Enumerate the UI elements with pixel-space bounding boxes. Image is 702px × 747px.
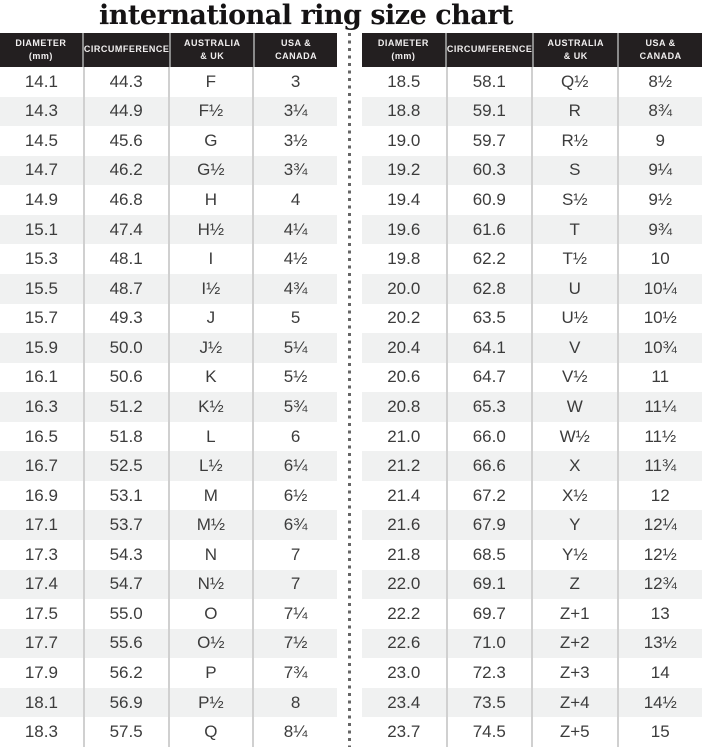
table-cell: R½ xyxy=(533,126,619,156)
table-cell: 68.5 xyxy=(448,540,534,570)
table-cell: 14.7 xyxy=(0,156,85,186)
table-cell: 23.7 xyxy=(362,717,448,747)
table-cell: 71.0 xyxy=(448,629,534,659)
table-cell: Z+4 xyxy=(533,688,619,718)
table-cell: 7½ xyxy=(283,633,308,653)
table-cell: 67.2 xyxy=(448,481,534,511)
table-cell: Q½ xyxy=(533,67,619,97)
table-row xyxy=(0,304,337,334)
table-cell: 14.5 xyxy=(0,126,85,156)
table-cell: 21.8 xyxy=(362,540,448,570)
table-row xyxy=(362,422,702,452)
table-cell: 15 xyxy=(650,722,670,742)
table-cell: 9¾ xyxy=(648,219,673,239)
table-header-row xyxy=(0,33,337,67)
table-cell: 6½ xyxy=(283,485,308,505)
table-cell: 53.1 xyxy=(85,481,170,511)
table-cell: 62.2 xyxy=(448,244,534,274)
table-cell: W xyxy=(533,392,619,422)
table-cell: 19.8 xyxy=(362,244,448,274)
table-cell: J½ xyxy=(170,333,255,363)
table-cell: 16.9 xyxy=(0,481,85,511)
table-cell: 5¾ xyxy=(283,396,308,416)
table-cell: Z+3 xyxy=(533,658,619,688)
table-cell: 5 xyxy=(290,308,301,328)
table-cell: V½ xyxy=(533,363,619,393)
table-cell: 12¼ xyxy=(643,515,677,535)
table-cell: X xyxy=(533,451,619,481)
table-cell: F½ xyxy=(170,97,255,127)
table-row xyxy=(362,67,702,97)
table-row xyxy=(362,510,702,540)
table-cell: Z+5 xyxy=(533,717,619,747)
table-cell: 15.1 xyxy=(0,215,85,245)
table-cell: S½ xyxy=(533,185,619,215)
table-cell: 22.2 xyxy=(362,599,448,629)
table-row xyxy=(362,392,702,422)
table-cell: R xyxy=(533,97,619,127)
table-row xyxy=(0,363,337,393)
table-row xyxy=(0,451,337,481)
table-cell: 16.7 xyxy=(0,451,85,481)
table-cell: 4¼ xyxy=(283,219,308,239)
table-row xyxy=(0,274,337,304)
table-cell: 9 xyxy=(655,130,665,150)
table-cell: L xyxy=(170,422,255,452)
table-cell: 5½ xyxy=(283,367,308,387)
table-cell: 12½ xyxy=(643,544,677,564)
table-cell: N xyxy=(170,540,255,570)
table-cell: I½ xyxy=(170,274,255,304)
column-header: DIAMETER (mm) xyxy=(0,33,84,67)
table-cell: 9¼ xyxy=(648,160,673,180)
table-row xyxy=(0,215,337,245)
table-cell: 3 xyxy=(290,71,301,91)
table-row xyxy=(362,274,702,304)
divider-gap xyxy=(337,33,362,747)
table-row xyxy=(0,67,337,97)
table-cell: 20.6 xyxy=(362,363,448,393)
table-cell: 50.0 xyxy=(85,333,170,363)
table-cell: 12 xyxy=(650,485,670,505)
table-cell: 13½ xyxy=(643,633,677,653)
table-cell: 62.8 xyxy=(448,274,534,304)
table-cell: G xyxy=(170,126,255,156)
table-cell: 67.9 xyxy=(448,510,534,540)
table-cell: 69.7 xyxy=(448,599,534,629)
table-row xyxy=(362,599,702,629)
table-cell: 18.1 xyxy=(0,688,85,718)
table-cell: 21.2 xyxy=(362,451,448,481)
table-cell: 45.6 xyxy=(85,126,170,156)
table-row xyxy=(0,688,337,718)
table-cell: W½ xyxy=(533,422,619,452)
table-cell: 52.5 xyxy=(85,451,170,481)
table-cell: 14 xyxy=(650,663,670,683)
table-cell: J xyxy=(170,304,255,334)
table-cell: 18.8 xyxy=(362,97,448,127)
table-cell: 16.3 xyxy=(0,392,85,422)
table-cell: 3¼ xyxy=(283,101,308,121)
column-header: USA & CANADA xyxy=(275,37,318,61)
table-cell: O½ xyxy=(170,629,255,659)
table-cell: 6 xyxy=(290,426,301,446)
table-cell: 56.2 xyxy=(85,658,170,688)
ring-size-table-left xyxy=(0,33,337,747)
table-cell: 61.6 xyxy=(448,215,534,245)
table-row xyxy=(0,126,337,156)
table-cell: 16.1 xyxy=(0,363,85,393)
table-row xyxy=(0,599,337,629)
table-cell: 60.9 xyxy=(448,185,534,215)
table-cell: K xyxy=(170,363,255,393)
table-cell: 15.5 xyxy=(0,274,85,304)
table-cell: 44.3 xyxy=(85,67,170,97)
table-row xyxy=(0,510,337,540)
table-cell: 15.7 xyxy=(0,304,85,334)
table-cell: Z xyxy=(533,570,619,600)
table-row xyxy=(0,392,337,422)
table-cell: 16.5 xyxy=(0,422,85,452)
table-cell: 54.7 xyxy=(85,570,170,600)
table-cell: 47.4 xyxy=(85,215,170,245)
column-header: CIRCUMFERENCE xyxy=(84,33,172,67)
table-cell: V xyxy=(533,333,619,363)
table-cell: 57.5 xyxy=(85,717,170,747)
table-row xyxy=(0,244,337,274)
table-cell: Z+2 xyxy=(533,629,619,659)
table-cell: 17.5 xyxy=(0,599,85,629)
column-header: AUSTRALIA & UK xyxy=(171,33,255,67)
table-cell: L½ xyxy=(170,451,255,481)
table-cell: 20.4 xyxy=(362,333,448,363)
table-cell: 74.5 xyxy=(448,717,534,747)
column-header: DIAMETER (mm) xyxy=(362,33,447,67)
table-cell: 22.0 xyxy=(362,570,448,600)
table-cell: 10 xyxy=(650,249,670,269)
table-row xyxy=(362,540,702,570)
table-cell: S xyxy=(533,156,619,186)
table-row xyxy=(362,333,702,363)
page-title: international ring size chart xyxy=(99,0,513,31)
table-row xyxy=(362,481,702,511)
table-cell: I xyxy=(170,244,255,274)
table-cell: 8½ xyxy=(648,71,673,91)
column-header: USA & CANADA xyxy=(639,37,682,61)
table-cell: H xyxy=(170,185,255,215)
table-cell: 21.6 xyxy=(362,510,448,540)
table-cell: 64.1 xyxy=(448,333,534,363)
table-cell: 46.2 xyxy=(85,156,170,186)
table-cell: 23.4 xyxy=(362,688,448,718)
table-row xyxy=(362,451,702,481)
table-row xyxy=(0,333,337,363)
table-cell: 59.1 xyxy=(448,97,534,127)
table-cell: 7¾ xyxy=(283,663,308,683)
table-cell: 17.3 xyxy=(0,540,85,570)
table-cell: 8 xyxy=(290,692,301,712)
table-row xyxy=(0,97,337,127)
table-cell: M½ xyxy=(170,510,255,540)
dotted-divider-line xyxy=(348,33,351,747)
table-cell: 6¾ xyxy=(283,515,308,535)
table-cell: 8¼ xyxy=(283,722,308,742)
table-cell: 60.3 xyxy=(448,156,534,186)
table-cell: 17.1 xyxy=(0,510,85,540)
table-cell: 14.1 xyxy=(0,67,85,97)
table-row xyxy=(362,570,702,600)
table-cell: 12¾ xyxy=(643,574,677,594)
table-row xyxy=(362,688,702,718)
table-row xyxy=(0,629,337,659)
table-cell: Z+1 xyxy=(533,599,619,629)
table-cell: 10¾ xyxy=(643,337,677,357)
table-cell: 54.3 xyxy=(85,540,170,570)
column-header: AUSTRALIA & UK xyxy=(534,33,619,67)
table-row xyxy=(0,717,337,747)
table-cell: 15.3 xyxy=(0,244,85,274)
table-row xyxy=(362,215,702,245)
table-cell: 15.9 xyxy=(0,333,85,363)
table-cell: 11¾ xyxy=(644,456,677,476)
table-cell: 72.3 xyxy=(448,658,534,688)
table-cell: 56.9 xyxy=(85,688,170,718)
table-cell: 7¼ xyxy=(283,603,308,623)
table-row xyxy=(0,185,337,215)
table-cell: 10½ xyxy=(643,308,677,328)
table-cell: 4 xyxy=(290,190,301,210)
table-cell: 4¾ xyxy=(283,278,308,298)
table-cell: 20.0 xyxy=(362,274,448,304)
table-cell: O xyxy=(170,599,255,629)
table-cell: 19.6 xyxy=(362,215,448,245)
table-row xyxy=(362,97,702,127)
table-row xyxy=(362,304,702,334)
table-cell: H½ xyxy=(170,215,255,245)
table-cell: 64.7 xyxy=(448,363,534,393)
table-cell: 58.1 xyxy=(448,67,534,97)
table-cell: 17.4 xyxy=(0,570,85,600)
table-header-row xyxy=(362,33,702,67)
table-cell: Q xyxy=(170,717,255,747)
table-row xyxy=(362,717,702,747)
table-cell: 51.2 xyxy=(85,392,170,422)
table-cell: X½ xyxy=(533,481,619,511)
table-cell: 7 xyxy=(290,544,301,564)
table-row xyxy=(362,156,702,186)
table-cell: 50.6 xyxy=(85,363,170,393)
table-cell: 18.3 xyxy=(0,717,85,747)
table-row xyxy=(0,658,337,688)
table-cell: 8¾ xyxy=(648,101,673,121)
table-cell: 5¼ xyxy=(283,337,308,357)
table-cell: 73.5 xyxy=(448,688,534,718)
table-cell: 55.0 xyxy=(85,599,170,629)
table-row xyxy=(362,126,702,156)
table-cell: 3½ xyxy=(283,130,308,150)
table-cell: 48.1 xyxy=(85,244,170,274)
table-cell: 18.5 xyxy=(362,67,448,97)
table-cell: 66.6 xyxy=(448,451,534,481)
table-row xyxy=(0,570,337,600)
table-cell: 17.9 xyxy=(0,658,85,688)
table-row xyxy=(362,658,702,688)
table-row xyxy=(0,422,337,452)
table-cell: G½ xyxy=(170,156,255,186)
table-cell: 6¼ xyxy=(283,456,308,476)
table-row xyxy=(362,244,702,274)
table-row xyxy=(362,629,702,659)
column-header: CIRCUMFERENCE xyxy=(447,33,535,67)
table-cell: U xyxy=(533,274,619,304)
table-cell: 13 xyxy=(650,603,670,623)
table-cell: 65.3 xyxy=(448,392,534,422)
table-cell: 14.9 xyxy=(0,185,85,215)
table-cell: 48.7 xyxy=(85,274,170,304)
table-cell: 51.8 xyxy=(85,422,170,452)
table-cell: 69.1 xyxy=(448,570,534,600)
table-cell: Y xyxy=(533,510,619,540)
table-row xyxy=(362,185,702,215)
table-cell: 21.0 xyxy=(362,422,448,452)
table-cell: 17.7 xyxy=(0,629,85,659)
table-cell: 22.6 xyxy=(362,629,448,659)
table-cell: 59.7 xyxy=(448,126,534,156)
table-cell: P xyxy=(170,658,255,688)
table-cell: 3¾ xyxy=(283,160,308,180)
table-cell: 53.7 xyxy=(85,510,170,540)
table-cell: T xyxy=(533,215,619,245)
table-cell: 11 xyxy=(651,367,670,387)
table-cell: K½ xyxy=(170,392,255,422)
table-cell: 14½ xyxy=(643,692,677,712)
table-cell: 20.2 xyxy=(362,304,448,334)
table-cell: 7 xyxy=(290,574,301,594)
table-cell: 46.8 xyxy=(85,185,170,215)
table-row xyxy=(0,540,337,570)
table-cell: 63.5 xyxy=(448,304,534,334)
table-cell: 66.0 xyxy=(448,422,534,452)
table-cell: 55.6 xyxy=(85,629,170,659)
table-cell: 10¼ xyxy=(643,278,677,298)
table-cell: U½ xyxy=(533,304,619,334)
table-cell: 19.0 xyxy=(362,126,448,156)
table-cell: M xyxy=(170,481,255,511)
table-cell: 19.2 xyxy=(362,156,448,186)
table-cell: 20.8 xyxy=(362,392,448,422)
table-cell: 21.4 xyxy=(362,481,448,511)
table-cell: 14.3 xyxy=(0,97,85,127)
table-cell: F xyxy=(170,67,255,97)
table-row xyxy=(0,481,337,511)
table-cell: N½ xyxy=(170,570,255,600)
table-cell: 49.3 xyxy=(85,304,170,334)
table-cell: 9½ xyxy=(648,190,673,210)
table-cell: 23.0 xyxy=(362,658,448,688)
table-cell: P½ xyxy=(170,688,255,718)
table-row xyxy=(362,363,702,393)
tables-container xyxy=(0,33,702,747)
table-cell: Y½ xyxy=(533,540,619,570)
table-cell: 11¼ xyxy=(644,396,677,416)
table-cell: 44.9 xyxy=(85,97,170,127)
table-cell: 4½ xyxy=(283,249,308,269)
table-cell: T½ xyxy=(533,244,619,274)
ring-size-table-right xyxy=(362,33,702,747)
table-row xyxy=(0,156,337,186)
table-cell: 11½ xyxy=(644,426,677,446)
table-cell: 19.4 xyxy=(362,185,448,215)
